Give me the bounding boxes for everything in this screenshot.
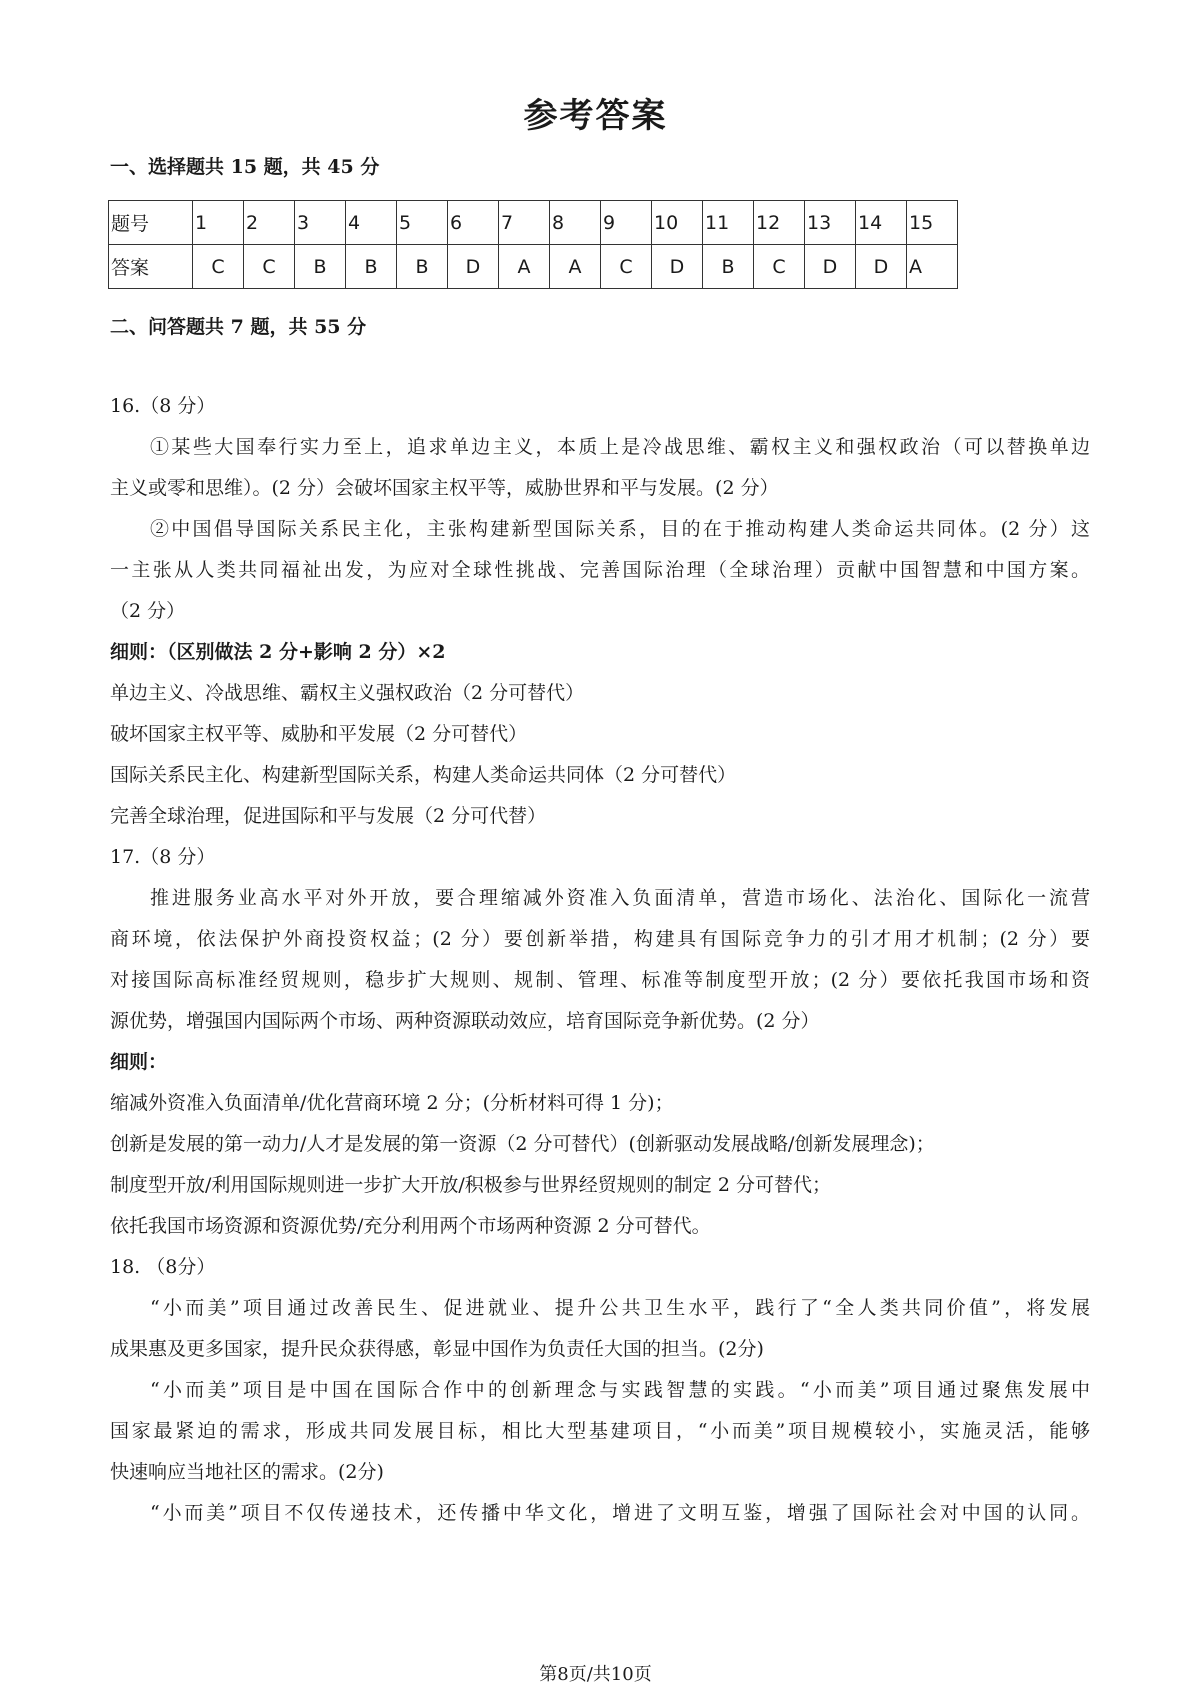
answer-cell: C — [601, 245, 652, 289]
answer-cell: C — [193, 245, 244, 289]
section-1-heading: 一、选择题共 15 题，共 45 分 — [110, 156, 380, 178]
question-number-cell: 12 — [754, 201, 805, 245]
answer-content — [110, 386, 1090, 1534]
text-line: “小而美”项目不仅传递技术，还传播中华文化，增进了文明互鉴，增强了国际社会对中国的认同。 — [150, 1502, 1090, 1524]
answer-cell: B — [295, 245, 346, 289]
answer-table — [108, 200, 958, 289]
text-line: 破坏国家主权平等、威胁和平发展（2 分可替代） — [110, 723, 528, 745]
text-line: 主义或零和思维）。(2 分）会破坏国家主权平等，威胁世界和平与发展。(2 分） — [110, 477, 779, 499]
answer-cell: B — [346, 245, 397, 289]
text-line: “小而美”项目是中国在国际合作中的创新理念与实践智慧的实践。“小而美”项目通过聚焦发展中 — [150, 1379, 1090, 1401]
text-line: 完善全球治理，促进国际和平与发展（2 分可代替） — [110, 805, 547, 827]
section-2-heading: 二、问答题共 7 题，共 55 分 — [110, 316, 367, 338]
text-line: 国家最紧迫的需求，形成共同发展目标，相比大型基建项目，“小而美”项目规模较小，实施灵活，能够 — [110, 1420, 1090, 1442]
text-line: 推进服务业高水平对外开放，要合理缩减外资准入负面清单，营造市场化、法治化、国际化一流营 — [150, 887, 1090, 909]
text-line: 快速响应当地社区的需求。(2分) — [110, 1461, 384, 1483]
text-line: 16.（8 分） — [110, 395, 216, 417]
text-line: 源优势，增强国内国际两个市场、两种资源联动效应，培育国际竞争新优势。(2 分） — [110, 1010, 820, 1032]
text-line: （2 分） — [110, 600, 186, 622]
text-line: 缩减外资准入负面清单/优化营商环境 2 分；(分析材料可得 1 分)； — [110, 1092, 674, 1114]
answer-cell: B — [703, 245, 754, 289]
question-number-cell: 5 — [397, 201, 448, 245]
text-line: 对接国际高标准经贸规则，稳步扩大规则、规制、管理、标准等制度型开放；(2 分）要依托我国市场和资 — [110, 969, 1090, 991]
answer-cell: C — [244, 245, 295, 289]
question-number-cell: 10 — [652, 201, 703, 245]
text-line: 商环境，依法保护外商投资权益；(2 分）要创新举措，构建具有国际竞争力的引才用才机制；(2 分）要 — [110, 928, 1090, 950]
question-number-cell: 6 — [448, 201, 499, 245]
answer-row — [109, 245, 958, 289]
answer-cell: D — [856, 245, 907, 289]
text-line: 细则：（区别做法 2 分+影响 2 分）×2 — [110, 641, 446, 663]
text-line: 18. （8分） — [110, 1256, 216, 1278]
row-header-number: 题号 — [109, 201, 193, 245]
answer-cell: A — [907, 245, 958, 289]
question-number-cell: 15 — [907, 201, 958, 245]
question-number-cell: 11 — [703, 201, 754, 245]
question-number-row — [109, 201, 958, 245]
question-number-cell: 9 — [601, 201, 652, 245]
text-line: 成果惠及更多国家，提升民众获得感，彰显中国作为负责任大国的担当。(2分) — [110, 1338, 764, 1360]
question-number-cell: 2 — [244, 201, 295, 245]
question-number-cell: 8 — [550, 201, 601, 245]
answer-cell: B — [397, 245, 448, 289]
answer-cell: A — [499, 245, 550, 289]
answer-cell: C — [754, 245, 805, 289]
text-line: 依托我国市场资源和资源优势/充分利用两个市场两种资源 2 分可替代。 — [110, 1215, 711, 1237]
answer-cell: D — [805, 245, 856, 289]
question-number-cell: 7 — [499, 201, 550, 245]
text-line: 单边主义、冷战思维、霸权主义强权政治（2 分可替代） — [110, 682, 585, 704]
question-number-cell: 3 — [295, 201, 346, 245]
page-title: 参考答案 — [523, 96, 668, 136]
text-line: 国际关系民主化、构建新型国际关系，构建人类命运共同体（2 分可替代） — [110, 764, 737, 786]
question-number-cell: 4 — [346, 201, 397, 245]
text-line: 创新是发展的第一动力/人才是发展的第一资源（2 分可替代）(创新驱动发展战略/创新发展理念)； — [110, 1133, 935, 1155]
text-line: ①某些大国奉行实力至上，追求单边主义，本质上是冷战思维、霸权主义和强权政治（可以替换单边 — [150, 436, 1090, 458]
answer-cell: A — [550, 245, 601, 289]
text-line: 一主张从人类共同福祉出发，为应对全球性挑战、完善国际治理（全球治理）贡献中国智慧和中国方案。 — [110, 559, 1090, 581]
text-line: 细则： — [110, 1051, 168, 1073]
answer-cell: D — [448, 245, 499, 289]
question-number-cell: 1 — [193, 201, 244, 245]
answer-cell: D — [652, 245, 703, 289]
text-line: 制度型开放/利用国际规则进一步扩大开放/积极参与世界经贸规则的制定 2 分可替代； — [110, 1174, 831, 1196]
question-number-cell: 14 — [856, 201, 907, 245]
row-header-answer: 答案 — [109, 245, 193, 289]
text-line: ②中国倡导国际关系民主化，主张构建新型国际关系，目的在于推动构建人类命运共同体。(2 分）这 — [150, 518, 1090, 540]
text-line: “小而美”项目通过改善民生、促进就业、提升公共卫生水平，践行了“全人类共同价值”，将发展 — [150, 1297, 1090, 1319]
text-line: 17.（8 分） — [110, 846, 216, 868]
page-footer: 第8页/共10页 — [539, 1664, 652, 1684]
question-number-cell: 13 — [805, 201, 856, 245]
